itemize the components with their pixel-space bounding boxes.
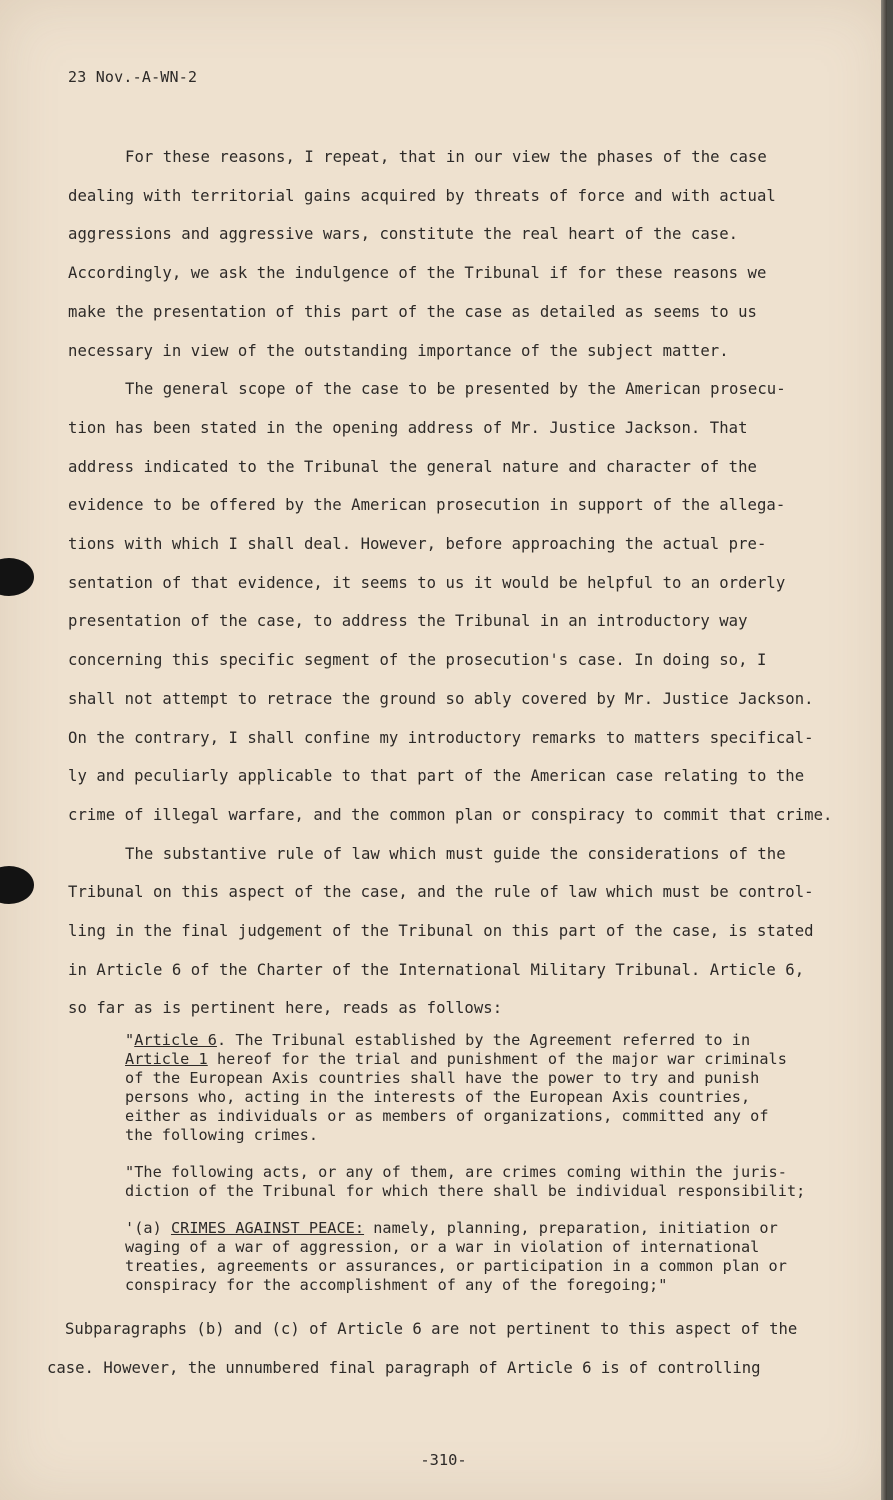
- paragraph-reasons: [68, 138, 848, 370]
- line: namely, planning, preparation, initiation or: [364, 1219, 778, 1237]
- line: conspiracy for the accomplishment of any of the foregoing;": [125, 1276, 668, 1294]
- line: so far as is pertinent here, reads as follows:: [68, 999, 503, 1018]
- body-text: [68, 138, 848, 1028]
- line: case. However, the unnumbered final paragraph of Article 6 is of controlling: [47, 1358, 761, 1377]
- line: Accordingly, we ask the indulgence of the Tribunal if for these reasons we: [68, 264, 767, 283]
- article-6-label: Article 6: [134, 1031, 217, 1049]
- line: aggressions and aggressive wars, constitute the real heart of the case.: [68, 225, 739, 244]
- crimes-against-peace-label: CRIMES AGAINST PEACE:: [170, 1219, 365, 1237]
- line: address indicated to the Tribunal the general nature and character of the: [68, 457, 757, 476]
- closing-paragraph: [47, 1310, 847, 1387]
- line: tion has been stated in the opening address of Mr. Justice Jackson. That: [68, 418, 748, 437]
- line: in Article 6 of the Charter of the International Military Tribunal. Article 6,: [68, 960, 805, 979]
- line: hereof for the trial and punishment of the major war criminals: [207, 1050, 787, 1068]
- line: of the European Axis countries shall have the power to try and punish: [125, 1069, 760, 1087]
- line: crime of illegal warfare, and the common plan or conspiracy to commit that crime.: [68, 805, 833, 824]
- line: persons who, acting in the interests of the European Axis countries,: [125, 1088, 751, 1106]
- quote-article-6: [125, 1031, 845, 1145]
- line: tions with which I shall deal. However, before approaching the actual pre-: [68, 535, 767, 554]
- line: For these reasons, I repeat, that in our view the phases of the case: [125, 148, 767, 166]
- block-quote-article-6: [125, 1031, 845, 1313]
- line: make the presentation of this part of the case as detailed as seems to us: [68, 302, 757, 321]
- page-number: -310-: [420, 1451, 467, 1469]
- line: Subparagraphs (b) and (c) of Article 6 are not pertinent to this aspect of the: [65, 1320, 798, 1338]
- quote-following-acts: [125, 1163, 845, 1201]
- paragraph-general-scope: [68, 370, 848, 834]
- punch-hole-bottom: [0, 866, 34, 904]
- line: the following crimes.: [125, 1126, 319, 1144]
- line: presentation of the case, to address the Tribunal in an introductory way: [68, 612, 748, 631]
- line: necessary in view of the outstanding importance of the subject matter.: [68, 341, 729, 360]
- page-edge-shadow: [881, 0, 887, 1500]
- line: On the contrary, I shall confine my introductory remarks to matters specifical-: [68, 728, 814, 747]
- line: either as individuals or as members of organizations, committed any of: [125, 1107, 769, 1125]
- line: . The Tribunal established by the Agreement referred to in: [216, 1031, 751, 1049]
- punch-hole-top: [0, 558, 34, 596]
- line: "The following acts, or any of them, are crimes coming within the juris-: [125, 1163, 787, 1181]
- line: dealing with territorial gains acquired by threats of force and with actual: [68, 186, 776, 205]
- article-1-label: Article 1: [125, 1050, 208, 1068]
- document-reference: 23 Nov.-A-WN-2: [68, 68, 198, 86]
- line: treaties, agreements or assurances, or participation in a common plan or: [125, 1257, 787, 1275]
- line: concerning this specific segment of the prosecution's case. In doing so, I: [68, 651, 767, 670]
- quote-mark: ": [125, 1031, 135, 1049]
- paragraph-substantive-rule: [68, 835, 848, 1029]
- line: waging of a war of aggression, or a war in violation of international: [125, 1238, 760, 1256]
- line: diction of the Tribunal for which there shall be individual responsibilit;: [125, 1182, 806, 1200]
- line: sentation of that evidence, it seems to us it would be helpful to an orderly: [68, 573, 786, 592]
- quote-crimes-against-peace: [125, 1219, 845, 1295]
- line: Tribunal on this aspect of the case, and the rule of law which must be control-: [68, 883, 814, 902]
- line: The substantive rule of law which must guide the considerations of the: [125, 844, 786, 863]
- item-marker: '(a): [125, 1219, 171, 1237]
- line: ling in the final judgement of the Tribunal on this part of the case, is stated: [68, 922, 814, 941]
- line: The general scope of the case to be presented by the American prosecu-: [125, 380, 786, 399]
- line: ly and peculiarly applicable to that part of the American case relating to the: [68, 767, 805, 786]
- line: shall not attempt to retrace the ground so ably covered by Mr. Justice Jackson.: [68, 689, 814, 708]
- line: evidence to be offered by the American prosecution in support of the allega-: [68, 496, 786, 515]
